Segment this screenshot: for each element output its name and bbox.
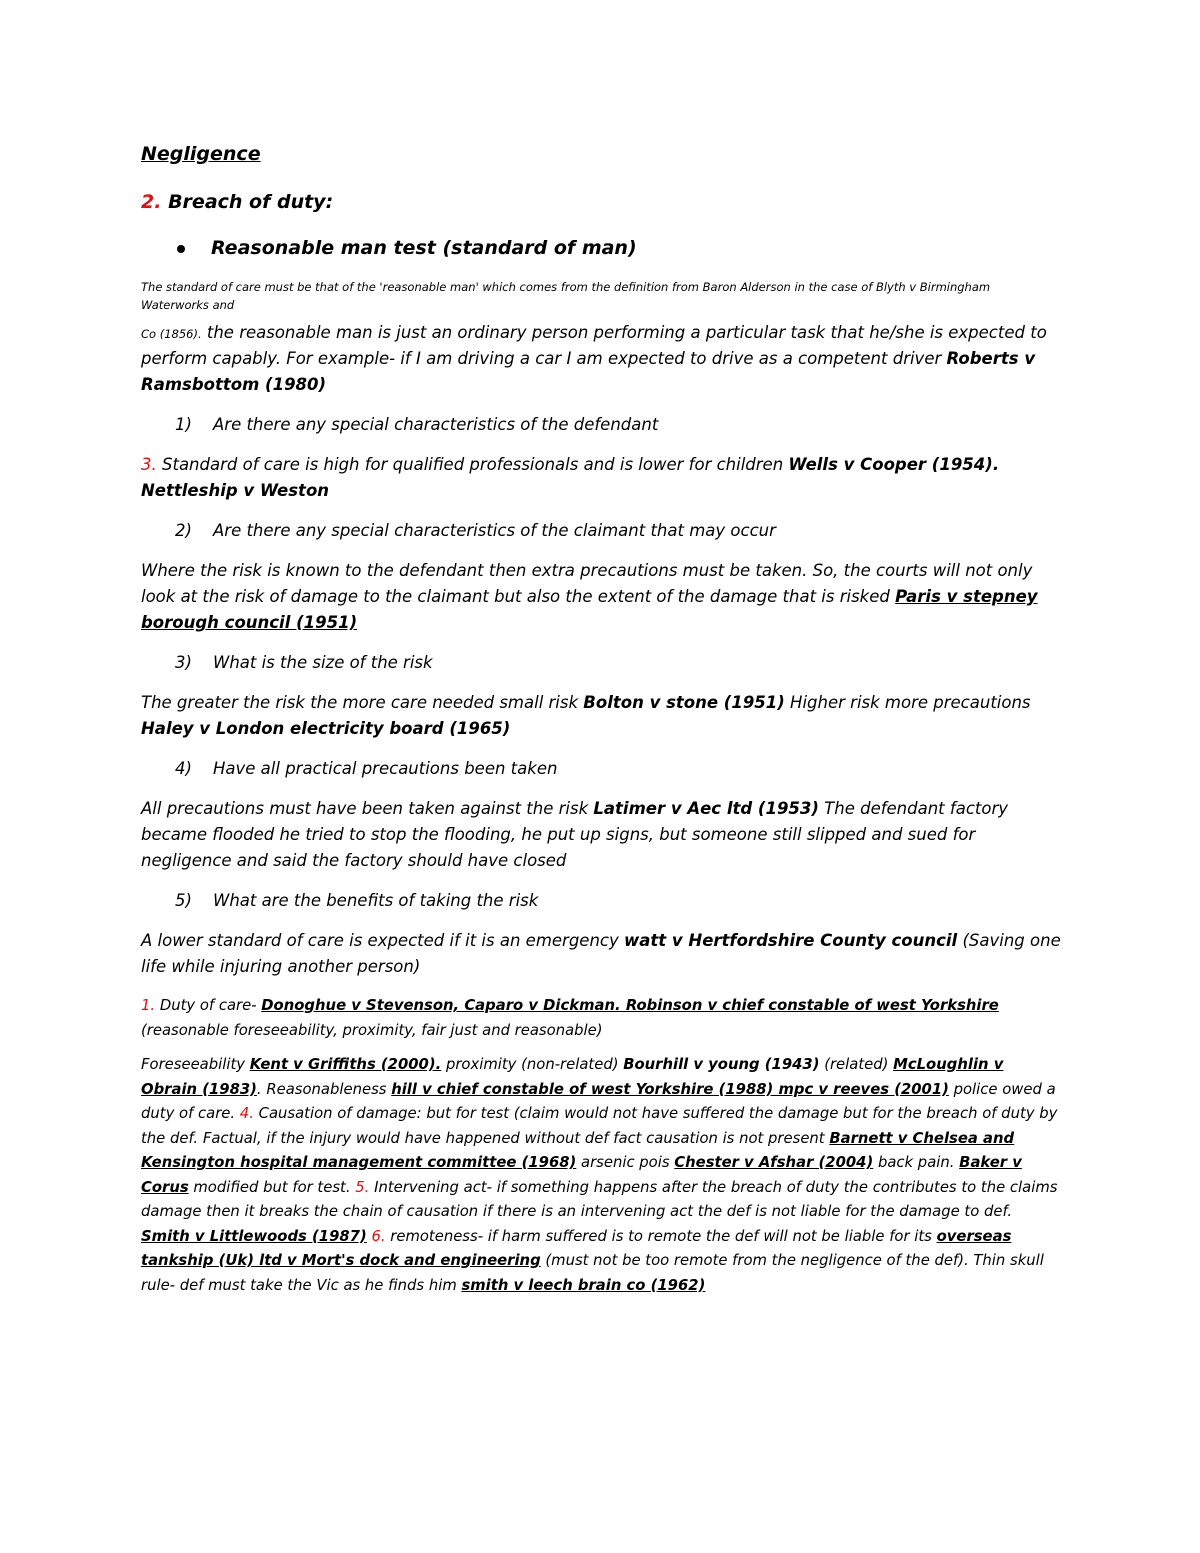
paragraph-benefits — [141, 928, 1061, 980]
question-text: Have all practical precautions been taken — [213, 759, 558, 778]
intro-small-tail: Co (1856). — [141, 327, 202, 341]
case-smith-littlewoods: Smith v Littlewoods (1987) — [141, 1227, 367, 1245]
paragraph-text: police owed a duty of care. — [141, 1080, 1056, 1122]
paragraph-precautions — [141, 796, 1061, 874]
paragraph-risk-size — [141, 690, 1061, 742]
case-chester: Chester v Afshar (2004) — [674, 1154, 874, 1171]
paragraph-text: Standard of care is high for qualified professionals and is lower for children — [156, 455, 789, 474]
intro-small-line: The standard of care must be that of the 'reasonable man' which comes from the definition from Baron Alderson in the case of Blyth v Birmingham Waterworks and — [141, 280, 991, 312]
case-watt: watt v Hertfordshire County council — [624, 931, 958, 950]
intro-paragraph — [141, 320, 1061, 398]
paragraph-text: remoteness- if harm suffered is to remote the def will not be liable for its — [385, 1227, 937, 1245]
question-number: 4) — [175, 759, 192, 778]
case-bourhill: Bourhill v young (1943) — [623, 1056, 820, 1073]
case-nettleship: Nettleship v Weston — [141, 481, 330, 500]
case-smith-leech: smith v leech brain co (1962) — [461, 1276, 706, 1294]
paragraph-number: 3. — [141, 455, 157, 474]
paragraph-text: modified but for test. — [188, 1178, 356, 1196]
case-separator: . — [992, 455, 1000, 474]
paragraph-number: 5. — [355, 1178, 370, 1196]
paragraph-text: Intervening act- if something happens after the breach of duty the contributes to the claims damage then it breaks the chain of causation if there is an intervening act the def is not liable for the damage to def. — [141, 1178, 1058, 1220]
intro-text: the reasonable man is just an ordinary person performing a particular task that he/she is expected to perform capably. For example- if I am driving a car I am expected to drive as a competent driver — [141, 323, 1047, 368]
case-barnett: Barnett v Chelsea and Kensington hospital management committee (1968) — [141, 1129, 1015, 1171]
document-body — [141, 140, 1061, 1298]
case-kent: Kent v Griffiths (2000). — [249, 1056, 442, 1073]
case-roberts: Roberts v Ramsbottom (1980) — [141, 349, 1036, 394]
question-text: What is the size of the risk — [213, 653, 433, 672]
question-number: 2) — [175, 521, 192, 540]
paragraph-text: (related) — [819, 1056, 894, 1073]
case-hill: hill v chief constable of west Yorkshire (1988) mpc v reeves (2001) — [391, 1080, 949, 1098]
question-3 — [141, 650, 1061, 676]
bullet-icon — [177, 245, 185, 253]
question-text: What are the benefits of taking the risk — [213, 891, 539, 910]
question-text: Are there any special characteristics of the defendant — [213, 415, 659, 434]
reasonable-man-bullet — [141, 234, 1061, 262]
paragraph-text: (must not be too remote from the negligence of the def). Thin skull rule- def must take the Vic as he finds him — [141, 1252, 1044, 1294]
paragraph-text: Duty of care- — [155, 997, 262, 1014]
bullet-label: Reasonable man test (standard of man) — [211, 237, 637, 259]
question-number: 3) — [175, 653, 192, 672]
paragraph-text: A lower standard of care is expected if it is an emergency — [141, 931, 624, 950]
paragraph-text: Where the risk is known to the defendant then extra precautions must be taken. So, the courts will not only look at the risk of damage to the claimant but also the extent of the damage that is risked — [141, 561, 1033, 606]
paragraph-text: arsenic pois — [576, 1154, 675, 1171]
case-latimer: Latimer v Aec ltd (1953) — [593, 799, 819, 818]
question-1 — [141, 412, 1061, 438]
document-title: Negligence — [141, 143, 261, 165]
paragraph-summary — [141, 1053, 1061, 1298]
case-haley: Haley v London electricity board (1965) — [141, 719, 511, 738]
case-overseas-tankship: overseas tankship (Uk) ltd v Mort's dock and engineering — [141, 1227, 1012, 1269]
paragraph-number: 1. — [141, 997, 156, 1014]
heading-label: Breach of duty: — [168, 191, 334, 213]
case-mcloughlin: McLoughlin v Obrain (1983) — [141, 1056, 1004, 1098]
breach-heading — [141, 188, 1061, 216]
question-4 — [141, 756, 1061, 782]
paragraph-text: (Saving one life while injuring another person) — [141, 931, 1061, 976]
question-5 — [141, 888, 1061, 914]
question-text: Are there any special characteristics of the claimant that may occur — [213, 521, 776, 540]
question-number: 5) — [175, 891, 192, 910]
paragraph-text: . Reasonableness — [256, 1080, 392, 1098]
paragraph-text: The greater the risk the more care needed small risk — [141, 693, 584, 712]
paragraph-text: All precautions must have been taken against the risk — [141, 799, 594, 818]
question-2 — [141, 518, 1061, 544]
paragraph-text: proximity (non-related) — [441, 1056, 624, 1073]
case-baker: Baker v Corus — [141, 1154, 1022, 1196]
paragraph-text: Higher risk more precautions — [784, 693, 1031, 712]
paragraph-risk-known — [141, 558, 1061, 636]
case-paris: Paris v stepney borough council (1951) — [141, 587, 1038, 632]
paragraph-number: 6. — [371, 1227, 386, 1245]
paragraph-text: Foreseeability — [141, 1056, 250, 1073]
case-donoghue: Donoghue v Stevenson, Caparo v Dickman. Robinson v chief constable of west Yorkshire — [261, 997, 999, 1014]
case-bolton: Bolton v stone (1951) — [583, 693, 785, 712]
paragraph-text: The defendant factory became flooded he tried to stop the flooding, he put up signs, but someone still slipped and sued for negligence and said the factory should have closed — [141, 799, 1009, 870]
case-wells: Wells v Cooper (1954) — [788, 455, 993, 474]
paragraph-text: back pain. — [873, 1154, 960, 1171]
paragraph-text: (reasonable foreseeability, proximity, fair just and reasonable) — [141, 1021, 603, 1039]
paragraph-text: Causation of damage: but for test (claim would not have suffered the damage but for the breach of duty by the def. Factual, if the injury would have happened without def fact causation is not present — [141, 1105, 1058, 1147]
paragraph-number: 4. — [239, 1105, 254, 1122]
question-number: 1) — [175, 415, 192, 434]
paragraph-duty-of-care — [141, 994, 1061, 1043]
paragraph-standard — [141, 452, 1061, 504]
heading-number: 2. — [141, 191, 162, 213]
